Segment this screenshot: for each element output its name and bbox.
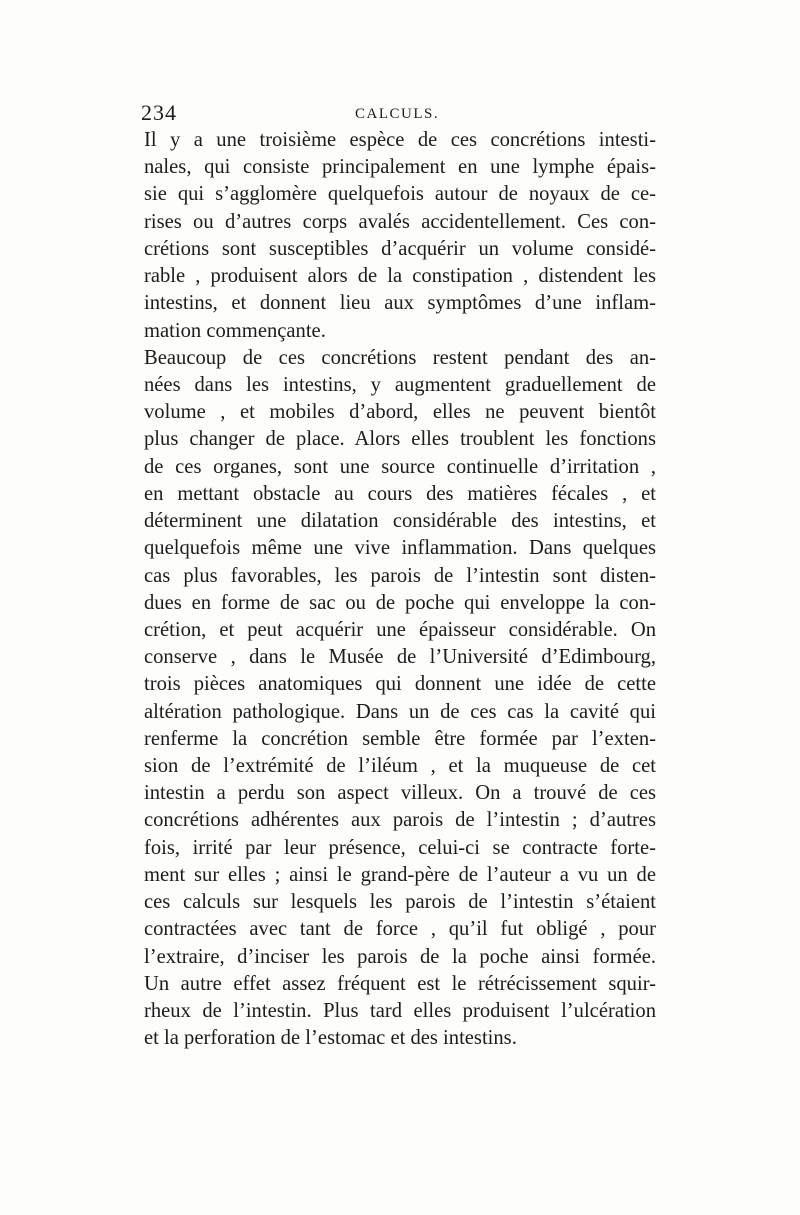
text-line: renferme la concrétion semble être formée par l’exten- — [144, 727, 656, 750]
text-line: crétions sont susceptibles d’acquérir un volume considé- — [144, 237, 656, 260]
text-line: rheux de l’intestin. Plus tard elles produisent l’ulcération — [144, 1000, 656, 1022]
text-line: cas plus favorables, les parois de l’intestin sont disten- — [144, 564, 656, 587]
text-line: Un autre effet assez fréquent est le rétrécissement squir- — [144, 972, 656, 995]
text-line: de ces organes, sont une source continuelle d’irritation , — [144, 455, 656, 478]
text-line: en mettant obstacle au cours des matières fécales , et — [144, 482, 656, 505]
text-line: et la perforation de l’estomac et des intestins. — [144, 1027, 517, 1050]
running-title: CALCULS. — [355, 106, 440, 122]
text-line: sion de l’extrémité de l’iléum , et la muqueuse de cet — [144, 755, 656, 778]
text-line: intestin a perdu son aspect villeux. On a trouvé de ces — [144, 782, 656, 805]
paragraph — [144, 127, 656, 345]
text-line: crétion, et peut acquérir une épaisseur considérable. On — [144, 618, 656, 641]
text-line: ces calculs sur lesquels les parois de l’intestin s’étaient — [144, 891, 656, 914]
page-number: 234 — [141, 100, 177, 125]
text-line: volume , et mobiles d’abord, elles ne peuvent bientôt — [144, 401, 656, 424]
body-text — [144, 127, 656, 1052]
text-line: nées dans les intestins, y augmentent graduellement de — [144, 373, 656, 396]
text-line: nales, qui consiste principalement en une lymphe épais- — [144, 156, 656, 179]
text-line: dues en forme de sac ou de poche qui enveloppe la con- — [144, 591, 656, 614]
text-line: altération pathologique. Dans un de ces cas la cavité qui — [144, 700, 656, 723]
text-line: ment sur elles ; ainsi le grand-père de l’auteur a vu un de — [144, 863, 656, 886]
text-line: l’extraire, d’inciser les parois de la poche ainsi formée. — [144, 945, 656, 968]
paragraph — [144, 345, 656, 1053]
text-line: contractées avec tant de force , qu’il fut obligé , pour — [144, 918, 656, 941]
text-line: fois, irrité par leur présence, celui-ci se contracte forte- — [144, 836, 656, 859]
text-line: conserve , dans le Musée de l’Université d’Edimbourg, — [144, 646, 656, 669]
text-line: trois pièces anatomiques qui donnent une idée de cette — [144, 673, 656, 696]
running-head — [141, 100, 661, 130]
text-line: plus changer de place. Alors elles troublent les fonctions — [144, 428, 656, 451]
text-line: Beaucoup de ces concrétions restent pendant des an- — [144, 346, 656, 369]
text-line: Il y a une troisième espèce de ces concrétions intesti- — [144, 129, 656, 151]
text-line: déterminent une dilatation considérable des intestins, et — [144, 510, 656, 533]
text-line: concrétions adhérentes aux parois de l’intestin ; d’autres — [144, 809, 656, 832]
text-line: mation commençante. — [144, 319, 326, 342]
text-line: intestins, et donnent lieu aux symptômes d’une inflam- — [144, 292, 656, 315]
text-line: rable , produisent alors de la constipation , distendent les — [144, 265, 656, 288]
text-line: rises ou d’autres corps avalés accidentellement. Ces con- — [144, 210, 656, 233]
text-line: quelquefois même une vive inflammation. Dans quelques — [144, 537, 656, 560]
text-line: sie qui s’agglomère quelquefois autour de noyaux de ce- — [144, 183, 656, 206]
